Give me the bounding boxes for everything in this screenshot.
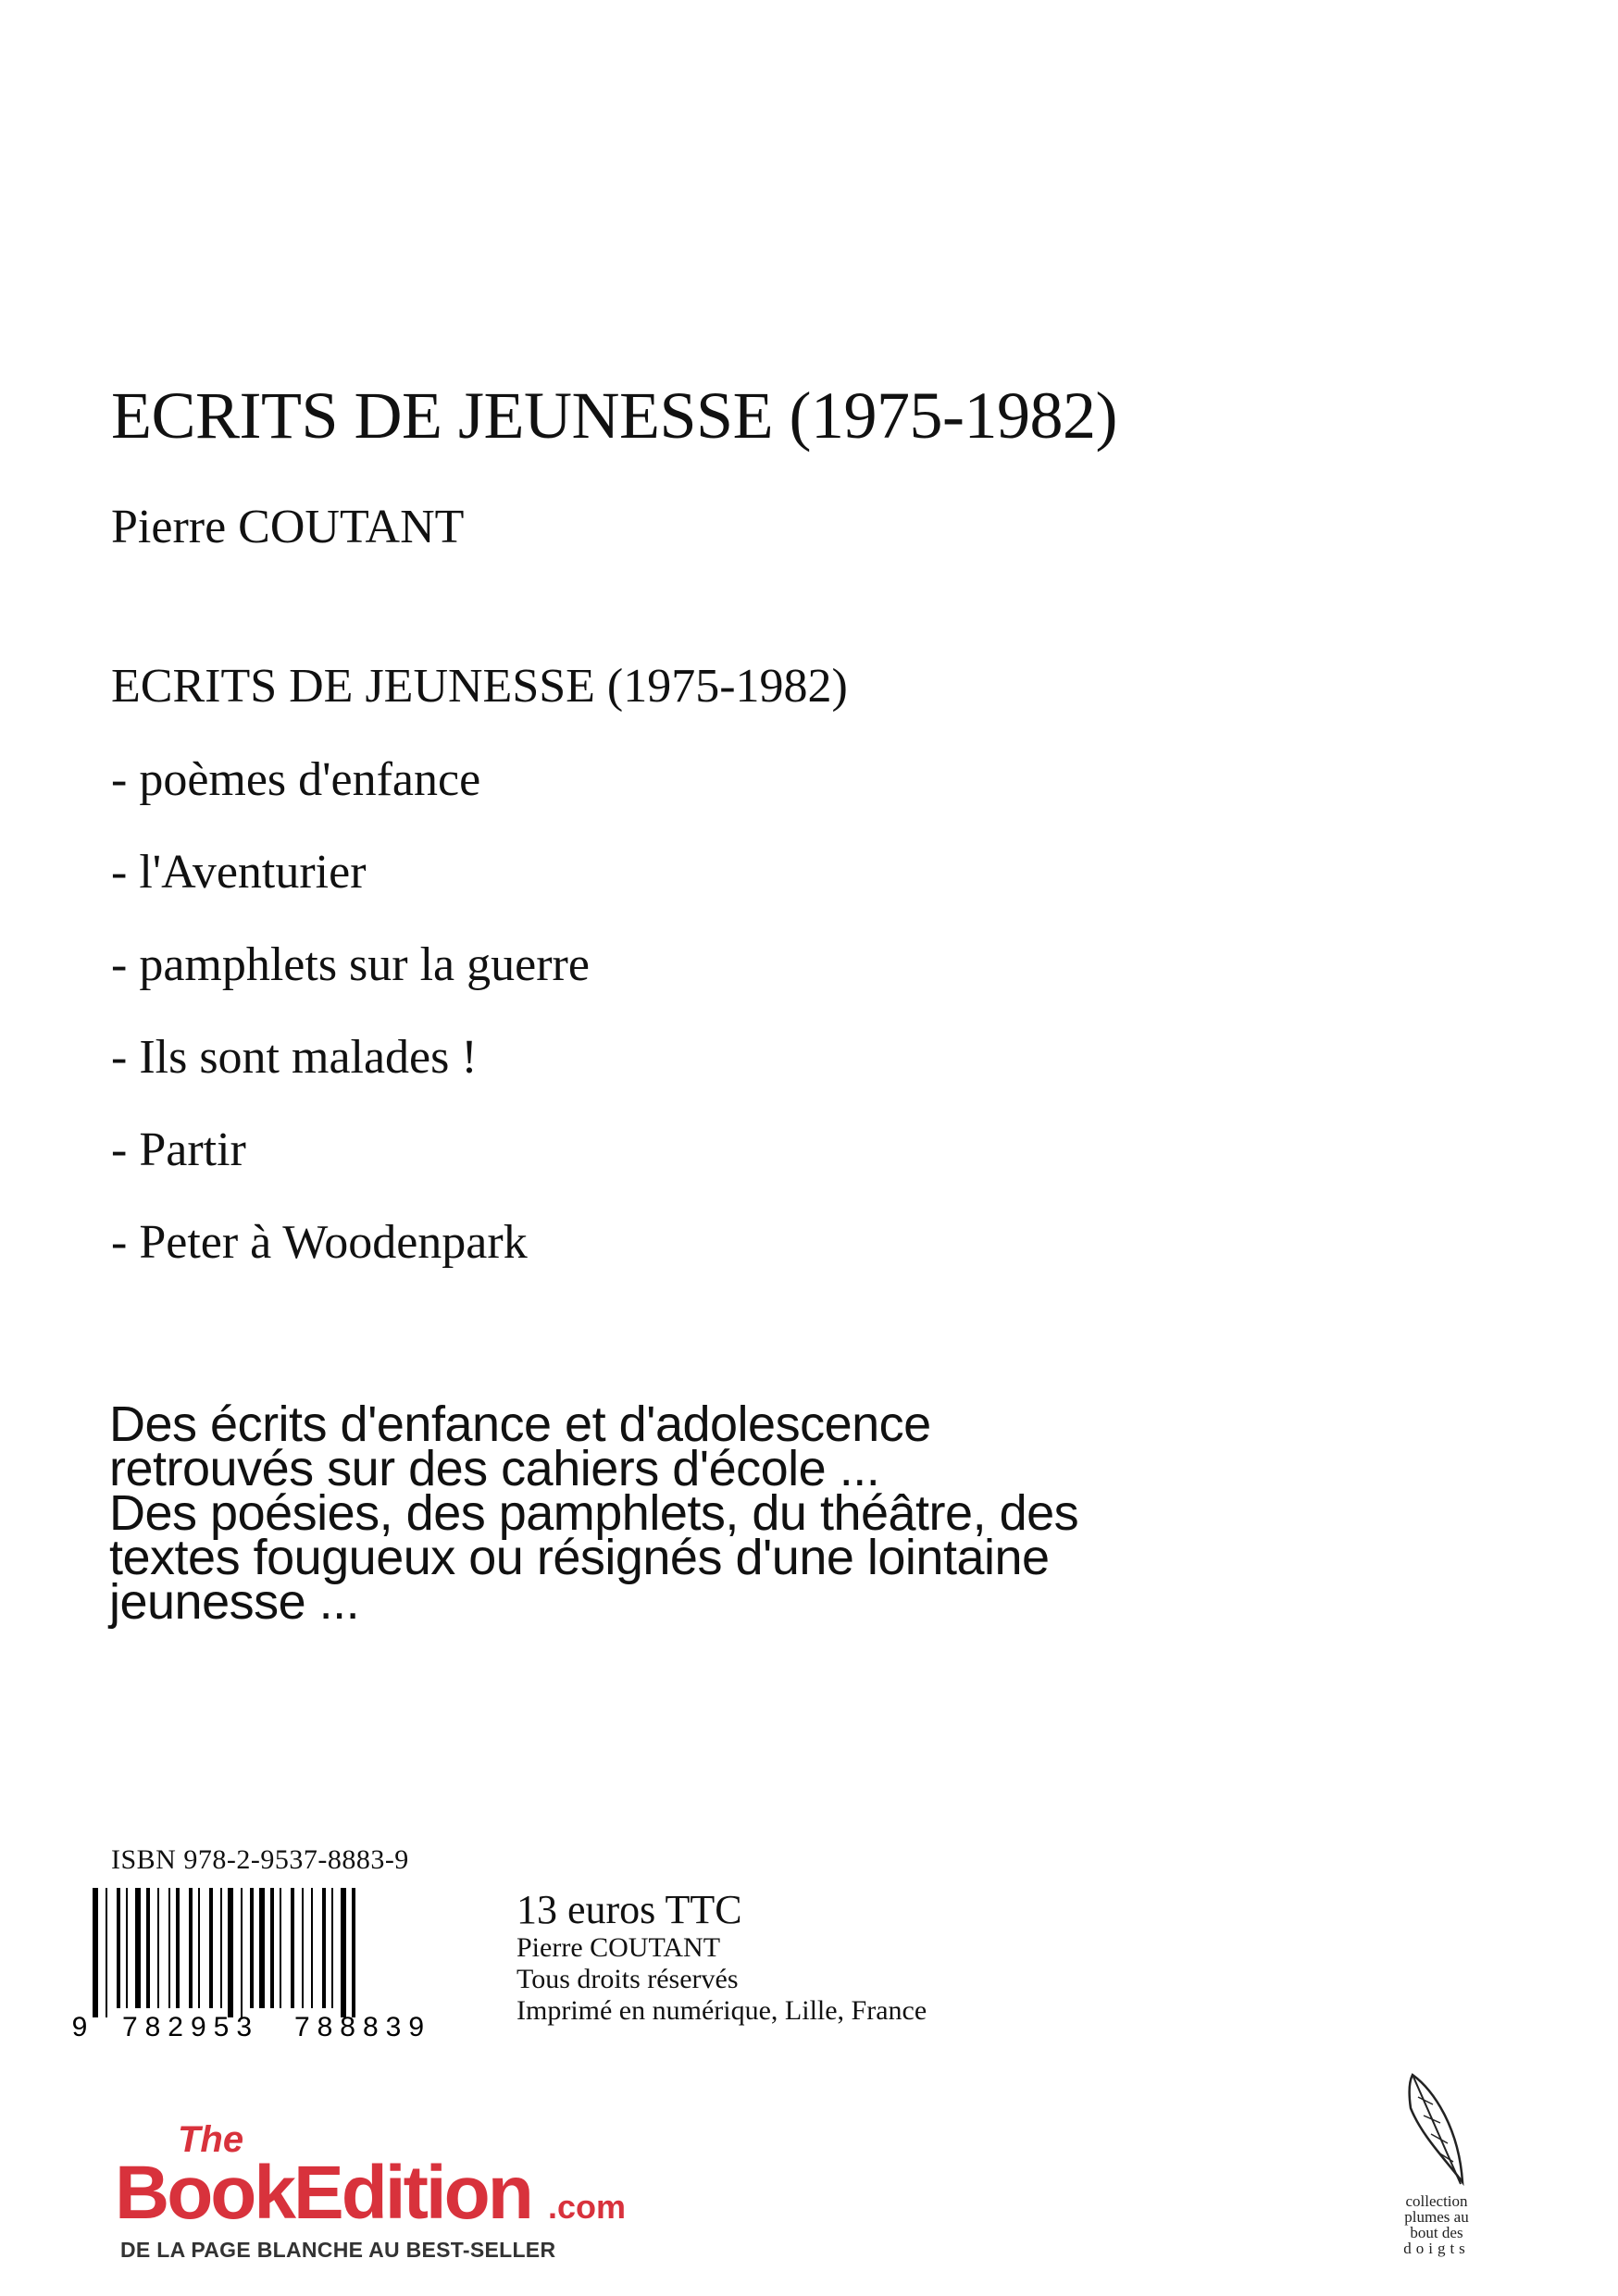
isbn-barcode — [67, 1888, 455, 2041]
imprint-details — [517, 1932, 927, 2027]
back-cover-blurb — [109, 1396, 1276, 1630]
barcode-bar — [117, 1888, 120, 2008]
collection-line: bout des — [1410, 2224, 1463, 2241]
price: 13 euros TTC — [517, 1887, 742, 1932]
book-title: ECRITS DE JEUNESSE (1975-1982) — [111, 379, 1117, 453]
logo-bookedition: BookEdition — [115, 2151, 531, 2235]
blurb-line: jeunesse ... — [109, 1574, 360, 1630]
barcode-bar — [135, 1888, 141, 2008]
contents-list — [111, 748, 590, 1303]
barcode-bar — [241, 1888, 243, 2017]
barcode-bar — [209, 1888, 213, 2008]
barcode-bar — [93, 1888, 98, 2017]
collection-line: plumes au — [1404, 2208, 1469, 2226]
contents-item: - Ils sont malades ! — [111, 1031, 478, 1084]
collection-line: collection — [1405, 2192, 1468, 2210]
barcode-bar — [331, 1888, 333, 2008]
logo-tagline: DE LA PAGE BLANCHE AU BEST-SELLER — [120, 2238, 556, 2262]
blurb-line: retrouvés sur des cahiers d'école ... — [109, 1441, 880, 1496]
barcode-bar — [228, 1888, 233, 2017]
contents-item: - l'Aventurier — [111, 846, 367, 899]
barcode-bar — [270, 1888, 274, 2008]
barcode-bar — [168, 1888, 170, 2008]
barcode-digits-left: 782953 — [121, 2012, 260, 2041]
barcode-bar — [198, 1888, 200, 2008]
blurb-line: Des écrits d'enfance et d'adolescence — [109, 1396, 931, 1452]
barcode-bar — [146, 1888, 150, 2008]
barcode-digits-right: 788839 — [293, 2012, 432, 2041]
barcode-bar — [291, 1888, 294, 2008]
imprint-printing: Imprimé en numérique, Lille, France — [517, 1995, 927, 2026]
blurb-line: textes fougueux ou résignés d'une lointaine — [109, 1530, 1050, 1585]
imprint-rights: Tous droits réservés — [517, 1964, 739, 1994]
logo-domain: .com — [548, 2188, 627, 2226]
contents-heading: ECRITS DE JEUNESSE (1975-1982) — [111, 660, 848, 713]
barcode-bar — [302, 1888, 304, 2008]
barcode-bar — [220, 1888, 222, 2008]
collection-label — [1379, 2193, 1494, 2256]
contents-item: - poèmes d'enfance — [111, 753, 481, 806]
barcode-bar — [352, 1888, 355, 2017]
imprint-author: Pierre COUTANT — [517, 1932, 721, 1963]
collection-line: doigts — [1403, 2240, 1470, 2257]
blurb-line: Des poésies, des pamphlets, du théâtre, des — [109, 1485, 1079, 1541]
contents-item: - Peter à Woodenpark — [111, 1216, 528, 1269]
barcode-bar — [322, 1888, 326, 2008]
author-name: Pierre COUTANT — [111, 501, 465, 553]
contents-item: - pamphlets sur la guerre — [111, 938, 590, 991]
barcode-bar — [259, 1888, 265, 2008]
isbn-label: ISBN 978-2-9537-8883-9 — [111, 1844, 409, 1875]
barcode-bar — [157, 1888, 159, 2008]
barcode-bar — [311, 1888, 313, 2008]
barcode-bar — [126, 1888, 128, 2008]
barcode-bar — [176, 1888, 180, 2008]
feather-icon — [1405, 2071, 1470, 2190]
barcode-bar — [341, 1888, 346, 2017]
barcode-digit-prefix: 9 — [71, 2012, 88, 2041]
logo-the: The — [178, 2119, 244, 2160]
barcode-bar — [280, 1888, 281, 2008]
barcode-bar — [189, 1888, 193, 2008]
barcode-bar — [250, 1888, 254, 2008]
barcode-bar — [106, 1888, 107, 2017]
contents-item: - Partir — [111, 1123, 246, 1176]
bookedition-logo — [113, 2115, 668, 2235]
